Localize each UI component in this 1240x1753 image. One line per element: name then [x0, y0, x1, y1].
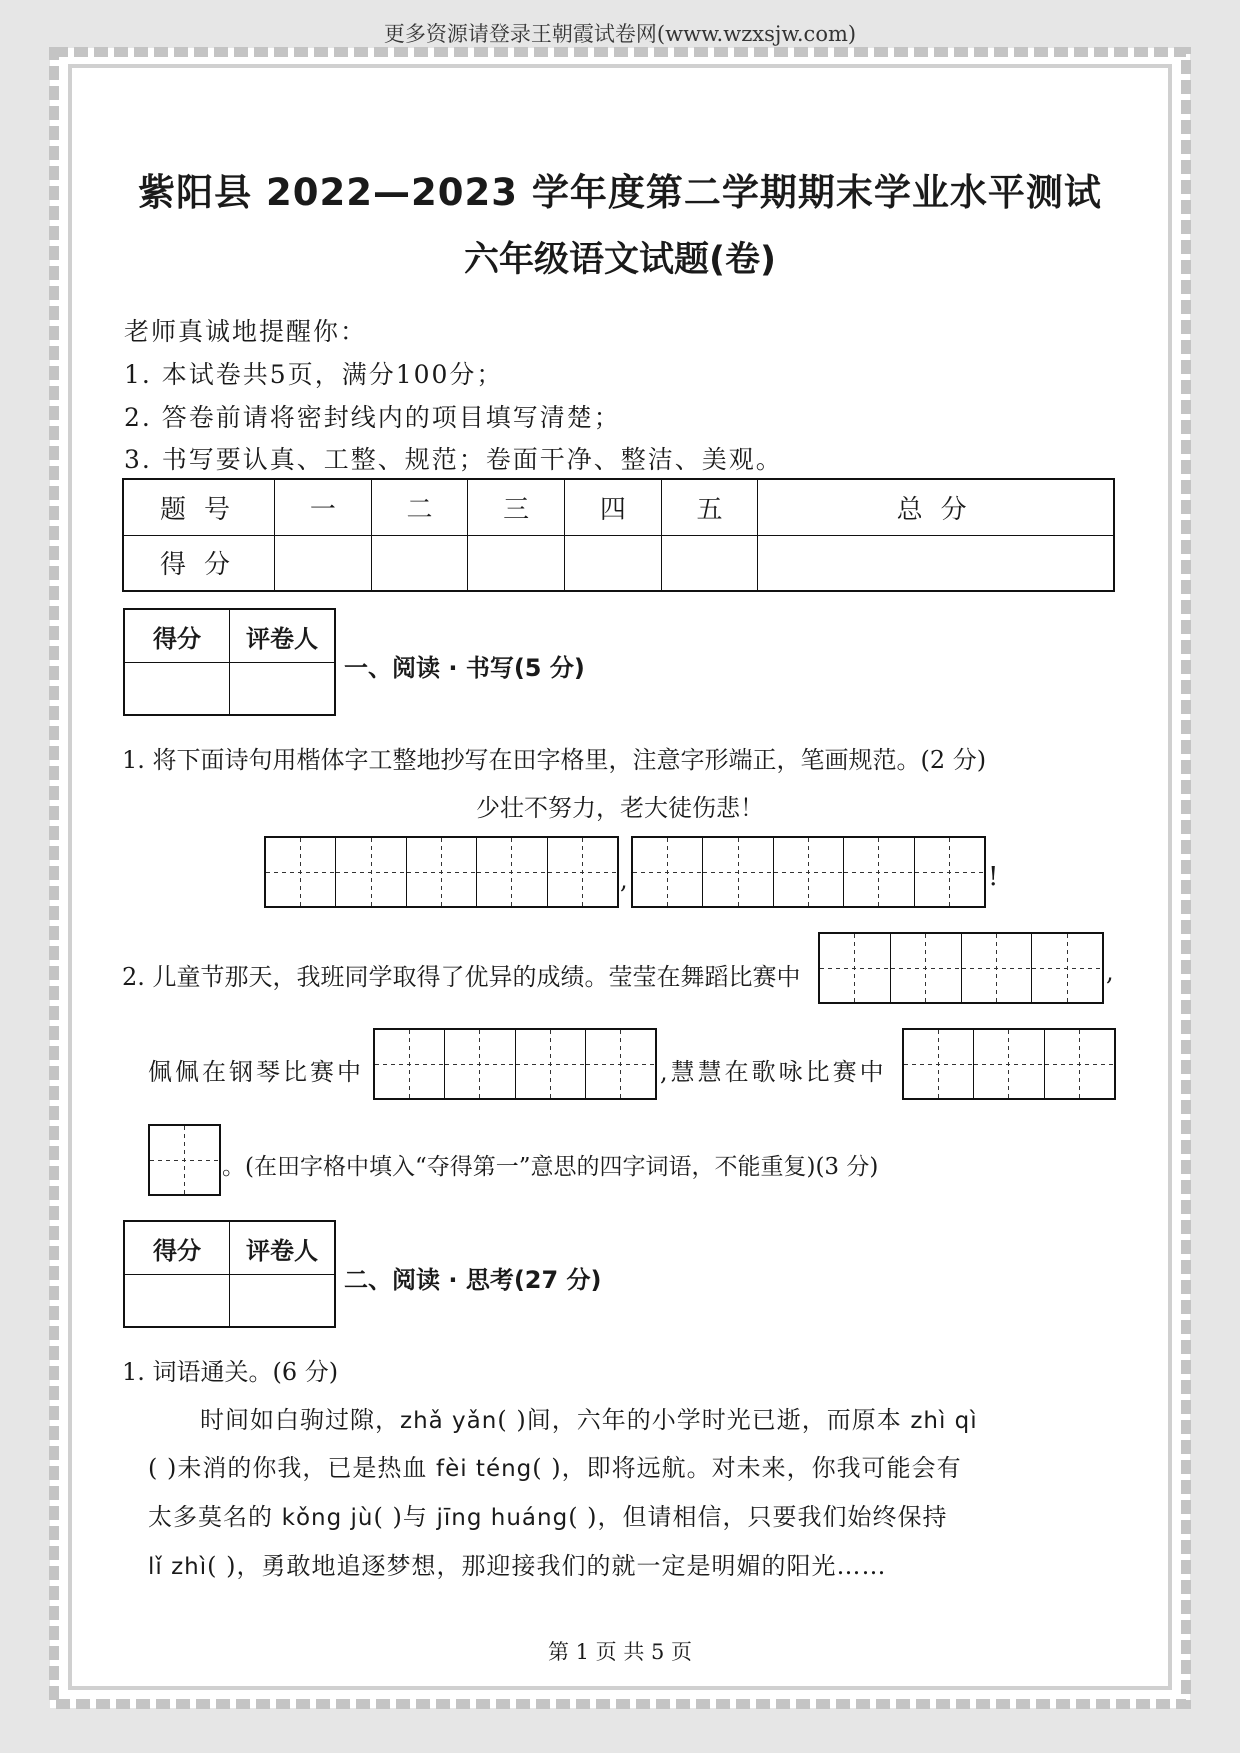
comma-mark: , — [620, 866, 628, 894]
passage-line — [200, 1400, 978, 1435]
passage-text: 太多莫名的 — [148, 1503, 282, 1531]
passage-text: ( )未消的你我，已是热血 — [148, 1454, 436, 1482]
score-cell[interactable] — [758, 535, 1114, 591]
score-cell[interactable] — [275, 535, 372, 591]
pinyin: zhì qì — [910, 1408, 978, 1434]
tianzige-grid[interactable] — [902, 1028, 1116, 1100]
passage-line — [148, 1546, 887, 1581]
tianzige-grid[interactable] — [631, 836, 986, 908]
passage-text: ( )，勇敢地追逐梦想，那迎接我们的就一定是明媚的阳光…… — [207, 1552, 887, 1580]
row-header-score: 得分 — [123, 535, 275, 591]
passage-text: 时间如白驹过隙， — [200, 1406, 400, 1434]
question-text: ,慧慧在歌咏比赛中 — [660, 1058, 887, 1086]
comma-mark: , — [1106, 958, 1114, 986]
section-title: 一、阅读 · 书写(5 分) — [344, 654, 585, 682]
pinyin: lǐ zhì — [148, 1554, 208, 1580]
tip-item: 2. 答卷前请将密封线内的项目填写清楚； — [124, 403, 621, 432]
score-cell[interactable] — [565, 535, 662, 591]
grader-score-cell[interactable] — [124, 663, 230, 716]
tianzige-grid[interactable] — [818, 932, 1104, 1004]
question-text: 佩佩在钢琴比赛中 — [148, 1058, 364, 1086]
question-text: 1. 将下面诗句用楷体字工整地抄写在田字格里，注意字形端正，笔画规范。(2 分) — [122, 746, 987, 774]
tianzige-grid[interactable] — [148, 1124, 221, 1196]
question-text: 2. 儿童节那天，我班同学取得了优异的成绩。莹莹在舞蹈比赛中 — [122, 963, 801, 991]
grader-score-cell[interactable] — [124, 1275, 230, 1328]
score-table — [122, 478, 1115, 592]
section-title: 二、阅读 · 思考(27 分) — [344, 1266, 602, 1294]
grader-score-label: 得分 — [124, 1221, 230, 1275]
tip-item: 1. 本试卷共5页，满分100分； — [124, 360, 504, 389]
passage-line — [148, 1448, 962, 1483]
passage-text: ( )，但请相信，只要我们始终保持 — [568, 1503, 948, 1531]
page-footer: 第 1 页 共 5 页 — [547, 1640, 693, 1664]
grader-name-cell[interactable] — [230, 1275, 336, 1328]
score-cell[interactable] — [371, 535, 468, 591]
column-header-total: 总分 — [758, 479, 1114, 535]
column-header: 二 — [371, 479, 468, 535]
exclaim-mark: ! — [988, 862, 999, 892]
tianzige-grid[interactable] — [264, 836, 619, 908]
header-note: 更多资源请登录王朝霞试卷网(www.wzxsjw.com) — [383, 22, 857, 46]
grader-box — [123, 608, 336, 716]
grader-box — [123, 1220, 336, 1328]
passage-line — [148, 1497, 948, 1532]
grader-score-label: 得分 — [124, 609, 230, 663]
passage-text: ( )，即将远航。对未来，你我可能会有 — [532, 1454, 962, 1482]
pinyin: zhǎ yǎn — [400, 1408, 498, 1434]
exam-subtitle: 六年级语文试题(卷) — [464, 240, 776, 280]
question-text: 1. 词语通关。(6 分) — [122, 1358, 339, 1386]
tianzige-grid[interactable] — [373, 1028, 657, 1100]
poem-line: 少壮不努力，老大徒伤悲！ — [476, 794, 764, 822]
score-cell[interactable] — [661, 535, 758, 591]
column-header: 五 — [661, 479, 758, 535]
passage-text: ( )间，六年的小学时光已逝，而原本 — [497, 1406, 911, 1434]
tip-item: 3. 书写要认真、工整、规范；卷面干净、整洁、美观。 — [124, 445, 783, 474]
passage-text: ( )与 — [373, 1503, 437, 1531]
column-header: 一 — [275, 479, 372, 535]
pinyin: kǒng jù — [281, 1505, 374, 1531]
grader-name-label: 评卷人 — [230, 1221, 336, 1275]
question-instruction: 。(在田字格中填入“夺得第一”意思的四字词语，不能重复)(3 分) — [222, 1154, 879, 1180]
pinyin: jīng huáng — [436, 1505, 569, 1531]
grader-name-label: 评卷人 — [230, 609, 336, 663]
exam-title: 紫阳县 2022—2023 学年度第二学期期末学业水平测试 — [138, 171, 1102, 214]
tips-intro: 老师真诚地提醒你： — [124, 317, 368, 346]
pinyin: fèi téng — [435, 1456, 533, 1482]
column-header: 三 — [468, 479, 565, 535]
score-cell[interactable] — [468, 535, 565, 591]
grader-name-cell[interactable] — [230, 663, 336, 716]
row-header-number: 题号 — [123, 479, 275, 535]
column-header: 四 — [565, 479, 662, 535]
